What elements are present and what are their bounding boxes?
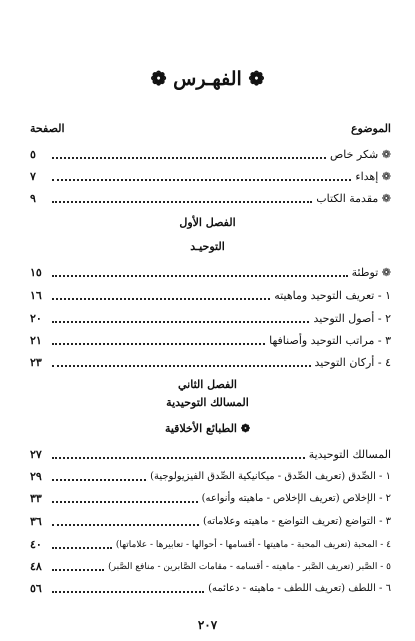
toc-entry-page: ٢٣ (30, 356, 42, 369)
toc-entry[interactable] (30, 558, 391, 574)
toc-entry-label: ٢ - الإخلاص (تعريف الإخلاص - ماهيته وأنواعه) (201, 493, 391, 504)
chapter-2-title: الفصل الثاني (178, 378, 237, 391)
toc-entry-page: ٥ (30, 148, 36, 161)
dot-leader (52, 569, 104, 571)
dot-leader (52, 179, 351, 181)
dot-leader (52, 365, 311, 367)
toc-entry-page: ٢٠ (30, 312, 42, 325)
toc-entry-label: ٤ - المحبة (تعريف المحبة - ماهيتها - أقسامها - أحوالها - تعابيرها - علاماتها) (115, 540, 391, 550)
toc-entry[interactable] (30, 468, 391, 484)
toc-entry-page: ٤٠ (30, 538, 42, 551)
toc-entry-label: ١ - الصِّدق (تعريف الصِّدق - ميكانيكية الصِّدق الفيزيولوجية) (150, 471, 391, 482)
toc-entry-label: ❁ إهداء (355, 170, 391, 183)
toc-entry-label: ٥ - الصَّبر (تعريف الصَّبر - ماهيته - أقسامه - مقامات الصَّابرين - منافع الصَّبر) (108, 562, 391, 572)
dot-leader (52, 501, 198, 503)
dot-leader (52, 343, 265, 345)
toc-entry[interactable] (30, 168, 391, 184)
dot-leader (52, 457, 305, 459)
dot-leader (52, 547, 112, 549)
toc-entry[interactable] (30, 490, 391, 506)
toc-entry-page: ٣٣ (30, 492, 42, 505)
dot-leader (52, 321, 309, 323)
toc-entry[interactable] (30, 332, 391, 348)
toc-entry-page: ١٦ (30, 289, 42, 302)
toc-entry[interactable] (30, 264, 391, 280)
dot-leader (52, 275, 348, 277)
toc-entry-page: ٢٧ (30, 448, 42, 461)
toc-entry-label: ❁ توطئة (351, 266, 391, 279)
toc-entry-label: ❁ شكر خاص (329, 148, 391, 161)
toc-entry-page: ٧ (30, 170, 36, 183)
toc-entry-label: ❁ مقدمة الكتاب (316, 192, 391, 205)
toc-entry[interactable] (30, 446, 391, 462)
toc-entry-page: ٩ (30, 192, 36, 205)
toc-entry[interactable] (30, 536, 391, 552)
chapter-1-subtitle: التوحيـد (190, 240, 225, 253)
page-number: ٢٠٧ (197, 618, 218, 632)
page-title: ❁ الفهـرس ❁ (150, 68, 265, 90)
toc-entry[interactable] (30, 580, 391, 596)
toc-entry[interactable] (30, 287, 391, 303)
toc-entry-label: ١ - تعريف التوحيد وماهيته (274, 289, 391, 302)
toc-entry[interactable] (30, 513, 391, 529)
toc-entry[interactable] (30, 310, 391, 326)
dot-leader (52, 298, 270, 300)
toc-entry-page: ٢٩ (30, 470, 42, 483)
dot-leader (52, 157, 326, 159)
dot-leader (52, 479, 146, 481)
toc-entry-page: ٢١ (30, 334, 42, 347)
topic-column-header: الموضوع (350, 122, 391, 135)
dot-leader (52, 591, 204, 593)
chapter-1-title: الفصل الأول (179, 216, 236, 229)
dot-leader (52, 201, 312, 203)
toc-entry-label: ٣ - التواضع (تعريف التواضع - ماهيته وعلاماته) (202, 516, 391, 527)
toc-entry-label: ٤ - أركان التوحيد (314, 356, 391, 369)
section-heading: ❁ الطبائع الأخلاقية (164, 422, 251, 435)
toc-entry-label: المسالك التوحيدية (308, 448, 391, 461)
page-column-header: الصفحة (30, 122, 65, 135)
toc-entry-page: ٤٨ (30, 560, 42, 573)
toc-entry[interactable] (30, 190, 391, 206)
dot-leader (52, 524, 199, 526)
toc-entry-page: ٥٦ (30, 582, 42, 595)
toc-entry-label: ٦ - اللطف (تعريف اللطف - ماهيته - دعائمه) (208, 583, 391, 594)
toc-entry-page: ٣٦ (30, 515, 42, 528)
toc-entry-page: ١٥ (30, 266, 42, 279)
toc-entry-label: ٣ - مراتب التوحيد وأصنافها (269, 334, 391, 347)
toc-entry-label: ٢ - أصول التوحيد (313, 312, 391, 325)
toc-entry[interactable] (30, 146, 391, 162)
chapter-2-subtitle: المسالك التوحيدية (166, 396, 249, 409)
toc-entry[interactable] (30, 354, 391, 370)
